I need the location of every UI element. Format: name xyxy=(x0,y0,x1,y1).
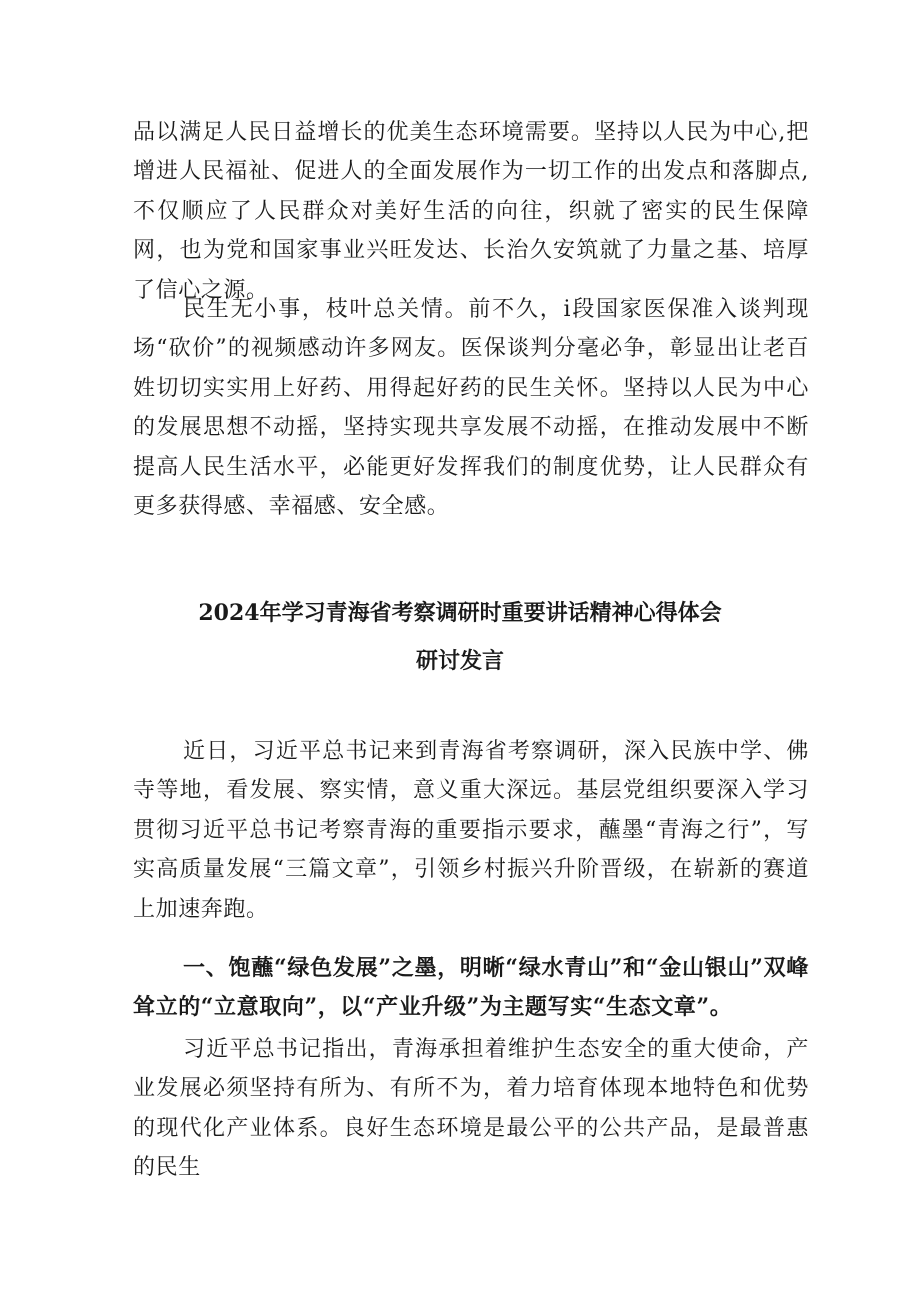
section-heading-1: 一、饱蘸“绿色发展”之墨，明晰“绿水青山”和“金山银山”双峰耸立的“立意取向”，以“产业升级”为主题写实“生态文章”。 xyxy=(133,955,809,1021)
paragraph-intro: 近日，习近平总书记来到青海省考察调研，深入民族中学、佛寺等地，看发展、察实情，意义重大深远。基层党组织要深入学习贯彻习近平总书记考察青海的重要指示要求，蘸墨“青海之行”，写实高质量发展“三篇文章”，引领乡村振兴升阶晋级，在崭新的赛道上加速奔跑。 xyxy=(133,739,809,922)
paragraph-section-1: 习近平总书记指出，青海承担着维护生态安全的重大使命，产业发展必须坚持有所为、有所不为，着力培育体现本地特色和优势的现代化产业体系。良好生态环境是最公平的公共产品，是最普惠的民生 xyxy=(133,1037,809,1181)
paragraph-livelihood: 民生无小事，枝叶总关情。前不久，i段国家医保准入谈判现场“砍价”的视频感动许多网友。医保谈判分毫必争，彰显出让老百姓切切实实用上好药、用得起好药的民生关怀。坚持以人民为中心的发展思想不动摇，坚持实现共享发展不动摇，在推动发展中不断提高人民生活水平，必能更好发挥我们的制度优势，让人民群众有更多获得感、幸福感、安全感。 xyxy=(133,297,809,520)
document-subtitle: 研讨发言 xyxy=(415,648,504,674)
paragraph-continued: 品以满足人民日益增长的优美生态环境需要。坚持以人民为中心,把增进人民福祉、促进人的全面发展作为一切工作的出发点和落脚点,不仅顺应了人民群众对美好生活的向往，织就了密实的民生保障网，也为党和国家事业兴旺发达、长治久安筑就了力量之基、培厚了信心之源。 xyxy=(133,120,809,303)
document-title: 2024年学习青海省考察调研时重要讲话精神心得体会 xyxy=(198,600,722,626)
